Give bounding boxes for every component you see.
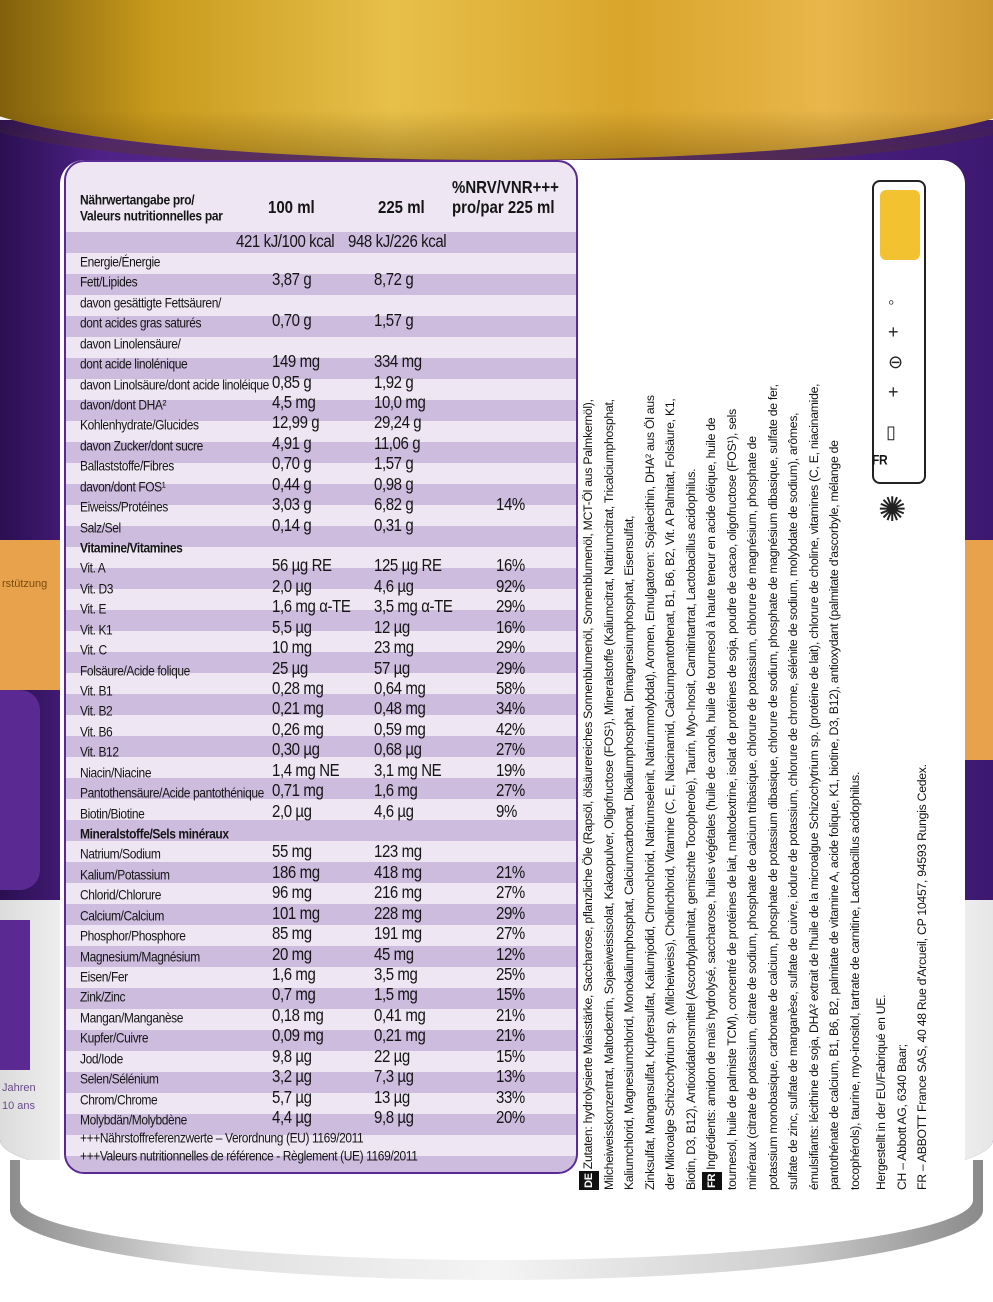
- energy-100: 421 kJ/100 kcal: [236, 232, 335, 252]
- nutrient-nrv: 29%: [496, 638, 525, 658]
- side-text-1: rstützung: [2, 578, 48, 590]
- ingredient-text: tocophérols), taurine, myo-inositol, tartrate de carnitine, Lactobacillus acidophilus.: [847, 771, 862, 1190]
- nutrient-value-225: 22 µg: [374, 1046, 410, 1067]
- nutrient-value-225: 1,57 g: [374, 311, 414, 331]
- nutrient-value-225: 57 µg: [374, 658, 410, 679]
- nutrient-value-225: 1,6 mg: [374, 781, 418, 801]
- language-tag: DE: [579, 1171, 599, 1190]
- recycle-label: FR: [872, 452, 888, 469]
- footnote-de: +++Nährstoffreferenzwerte – Verordnung (EU) 1169/2011: [80, 1130, 364, 1147]
- ingredient-text: Milcheiweisskonzentrat, Maltodextrin, Sojaeiweissisolat, Kakaopulver, Oligofructose (FOS¹), Mineralstoffe (Kaliumcitrat, Natriumcitrat, Tricalciumphosphat,: [601, 399, 616, 1190]
- ingredient-text: Ingrédients: amidon de maïs hydrolysé, saccharose, huiles végétales (huile de canola, huile de tournesol à haute teneur en acide oléique, huile de: [704, 417, 718, 1170]
- ingredient-text: Zinksulfat, Mangansulfat, Kupfersulfat, Kaliumjodid, Chromchlorid, Natriumselenit, Natriummolybdat), Aromen, Emulgatoren: Sojalecithin, DHA² aus Öl aus: [642, 395, 657, 1190]
- nutrient-nrv: 20%: [496, 1108, 525, 1128]
- ingredient-text: tournesol, huile de palmiste TCM), concentré de protéines de lait, maltodextrine, isolat de protéines de soja, poudre de cacao, oligofructose (FOS¹), sels: [724, 409, 739, 1190]
- nutrient-label: Vit. C: [80, 642, 107, 659]
- nutrient-label: Eiweiss/Protéines: [80, 499, 168, 516]
- nutrient-value-225: 0,98 g: [374, 474, 414, 495]
- nutrient-label: Jod/Iode: [80, 1050, 123, 1067]
- nutrient-value-225: 45 mg: [374, 944, 414, 965]
- nutrient-label: Chrom/Chrome: [80, 1091, 158, 1108]
- nutrient-nrv: 29%: [496, 903, 525, 924]
- nutrient-label: Kohlenhydrate/Glucides: [80, 417, 199, 434]
- nutrient-label: Vit. A: [80, 560, 106, 577]
- cup-icon: ▯: [886, 422, 896, 442]
- nutrient-value-100: 0,28 mg: [272, 679, 324, 699]
- nutrient-value-100: 0,26 mg: [272, 719, 324, 740]
- ingredients-fr-line: [824, 440, 844, 1190]
- nutrient-nrv: 13%: [496, 1067, 525, 1087]
- nutrient-label: Vit. B1: [80, 683, 113, 700]
- orange-band-left: [0, 540, 60, 690]
- ingredients-de-line: [599, 399, 619, 1190]
- column-225ml: 225 ml: [378, 198, 425, 218]
- ingredient-text: sulfate de zinc, sulfate de manganèse, sulfate de cuivre, iodure de potassium, chlorure de chrome, sélénite de sodium, molybdate de sodium), arômes,: [786, 412, 800, 1190]
- nutrient-value-100: 101 mg: [272, 903, 320, 924]
- nutrient-value-100: 0,71 mg: [272, 781, 324, 801]
- nutrient-label: Vit. B2: [80, 703, 113, 720]
- nutrient-label: Molybdän/Molybdène: [80, 1112, 187, 1129]
- nutrient-value-225: 10,0 mg: [374, 393, 426, 413]
- nutrient-value-225: 1,5 mg: [374, 985, 418, 1005]
- nutrient-value-100: 12,99 g: [272, 413, 320, 433]
- nutrient-label: davon/dont DHA²: [80, 397, 167, 414]
- address-fr: [912, 764, 932, 1190]
- nutrient-value-100: 3,87 g: [272, 270, 312, 290]
- nutrient-value-100: 149 mg: [272, 352, 320, 372]
- nutrient-nrv: 29%: [496, 658, 525, 679]
- ingredients-fr-line: [722, 409, 742, 1190]
- nutrient-nrv: 27%: [496, 924, 525, 944]
- nutrient-value-100: 0,09 mg: [272, 1026, 324, 1046]
- ingredient-text: Biotin, D3, B12), Antioxidationsmittel (Ascorbylpalmitat, gemischte Tocopherole), Taurin, Myo-Inosit, Carnitintartrat, Lactobacillus acidophilus.: [683, 468, 698, 1190]
- nutrient-value-225: 8,72 g: [374, 270, 414, 290]
- nutrient-value-100: 85 mg: [272, 924, 312, 944]
- nutrient-value-225: 125 µg RE: [374, 556, 442, 576]
- nutrient-label: Kupfer/Cuivre: [80, 1030, 149, 1047]
- nutrient-value-225: 0,41 mg: [374, 1005, 426, 1026]
- nutrient-label: davon gesättigte Fettsäuren/: [80, 294, 221, 311]
- nutrient-nrv: 15%: [496, 1046, 525, 1067]
- language-tag: FR: [702, 1172, 722, 1190]
- nutrition-header-de: Nährwertangabe pro/: [80, 192, 195, 209]
- nutrient-value-225: 0,21 mg: [374, 1026, 426, 1046]
- nutrient-value-225: 11,06 g: [374, 433, 421, 454]
- nutrient-value-100: 5,7 µg: [272, 1087, 312, 1108]
- nutrient-value-225: 7,3 µg: [374, 1067, 414, 1087]
- ingredients-fr-line: [701, 418, 722, 1190]
- nutrient-label: dont acides gras saturés: [80, 315, 202, 332]
- ingredients-fr-line: [783, 413, 803, 1190]
- ingredients-de-line: [619, 516, 639, 1190]
- made-in-eu: [871, 995, 891, 1190]
- nutrient-label: Fett/Lipides: [80, 274, 138, 291]
- nutrient-value-225: 1,57 g: [374, 454, 414, 474]
- nutrient-label: davon Linolensäure/: [80, 335, 181, 352]
- nutrient-value-225: 0,64 mg: [374, 679, 426, 699]
- ingredients-fr-line: [742, 436, 762, 1190]
- side-text-3: 10 ans: [2, 1100, 36, 1112]
- nutrient-label: Pantothensäure/Acide pantothénique: [80, 785, 264, 802]
- nutrient-value-225: 23 mg: [374, 638, 414, 658]
- nutrient-nrv: 42%: [496, 719, 525, 740]
- nutrient-nrv: 15%: [496, 985, 525, 1005]
- nutrient-nrv: 21%: [496, 862, 525, 883]
- nutrient-value-100: 96 mg: [272, 883, 312, 903]
- ingredient-text: potassium monobasique, carbonate de calcium, phosphate de potassium dibasique, chlorure de sodium, phosphate de magnésium dibasique, sulfate de fer,: [765, 384, 780, 1190]
- nutrient-label: Ballaststoffe/Fibres: [80, 458, 174, 475]
- nutrient-value-225: 0,48 mg: [374, 699, 426, 719]
- nutrient-value-100: 186 mg: [272, 862, 320, 883]
- ingredients-fr-line: [845, 772, 865, 1190]
- nutrient-nrv: 16%: [496, 556, 525, 576]
- ingredient-text: FR – ABBOTT France SAS, 40 48 Rue d'Arcueil, CP 10457, 94593 Rungis Cedex.: [915, 764, 929, 1190]
- nutrient-value-100: 2,0 µg: [272, 576, 312, 597]
- nutrient-label: Vitamine/Vitamines: [80, 540, 183, 557]
- nutrient-value-100: 0,21 mg: [272, 699, 324, 719]
- nutrient-value-100: 25 µg: [272, 658, 308, 679]
- nutrient-value-225: 9,8 µg: [374, 1108, 414, 1128]
- ingredients-de-line: [681, 469, 701, 1190]
- ingredient-text: émulsifiants: lécithine de soja, DHA² extrait de l'huile de la microalgue Schizochytrium sp. (protéine de lait), chlorure de choline, vitamines (C, E, niacinamide,: [806, 383, 821, 1190]
- nutrient-value-225: 418 mg: [374, 862, 422, 883]
- nutrient-label: Selen/Sélénium: [80, 1071, 159, 1088]
- ingredients-block: [578, 180, 929, 1190]
- nutrient-nrv: 21%: [496, 1026, 525, 1046]
- ingredients-de-line: [640, 395, 660, 1190]
- nutrient-label: Vit. K1: [80, 621, 113, 638]
- ingredient-text: Kaliumchlorid, Magnesiumchlorid, Monokaliumphosphat, Calciumcarbonat, Dikaliumphosphat, Dimagnesiumphosphat, Eisensulfat,: [622, 515, 636, 1190]
- nutrient-value-100: 1,4 mg NE: [272, 760, 340, 781]
- nutrient-nrv: 9%: [496, 801, 517, 822]
- nutrient-value-225: 13 µg: [374, 1087, 410, 1108]
- nutrient-value-225: 216 mg: [374, 883, 422, 903]
- nutrient-nrv: 27%: [496, 740, 525, 760]
- nutrient-label: Vit. B12: [80, 744, 119, 761]
- energy-225: 948 kJ/226 kcal: [348, 232, 447, 252]
- nutrient-label: Eisen/Fer: [80, 969, 128, 986]
- nutrient-value-100: 0,85 g: [272, 372, 312, 393]
- nutrient-value-100: 3,03 g: [272, 495, 312, 515]
- nutrient-label: Mangan/Manganèse: [80, 1009, 184, 1026]
- nutrient-label: Energie/Énergie: [80, 254, 161, 271]
- nutrient-nrv: 27%: [496, 781, 525, 801]
- nutrient-value-100: 0,30 µg: [272, 740, 320, 760]
- nutrient-value-225: 123 mg: [374, 842, 422, 862]
- column-nrv-2: pro/par 225 ml: [452, 198, 555, 218]
- nutrient-label: Vit. B6: [80, 723, 113, 740]
- nutrient-label: Vit. E: [80, 601, 107, 618]
- nutrient-value-225: 3,5 mg: [374, 965, 418, 985]
- nutrient-nrv: 19%: [496, 760, 525, 781]
- nutrition-header-fr: Valeurs nutritionnelles par: [80, 208, 223, 225]
- nutrient-value-100: 5,5 µg: [272, 617, 312, 638]
- nutrient-label: Kalium/Potassium: [80, 866, 170, 883]
- nutrient-label: dont acide linolénique: [80, 356, 188, 373]
- nutrient-value-225: 29,24 g: [374, 413, 422, 433]
- nutrient-label: davon Zucker/dont sucre: [80, 437, 203, 454]
- nutrient-nrv: 34%: [496, 699, 525, 719]
- footnote-fr: +++Valeurs nutritionnelles de référence - Règlement (UE) 1169/2011: [80, 1148, 418, 1165]
- nutrient-label: Calcium/Calcium: [80, 907, 165, 924]
- nutrient-value-100: 0,70 g: [272, 454, 312, 474]
- scoop-icon: ⊖: [888, 352, 904, 372]
- nutrient-nrv: 58%: [496, 679, 525, 699]
- nutrient-label: Mineralstoffe/Sels minéraux: [80, 826, 229, 843]
- nutrient-label: Chlorid/Chlorure: [80, 887, 161, 904]
- nutrient-label: davon Linolsäure/dont acide linoléique: [80, 376, 269, 393]
- ingredients-fr-line: [763, 384, 783, 1190]
- nutrient-value-100: 4,4 µg: [272, 1108, 312, 1128]
- ingredient-text: Hergestellt in der EU/Fabriqué en UE.: [874, 994, 888, 1190]
- column-nrv-1: %NRV/VNR+++: [452, 178, 559, 198]
- nutrient-value-100: 0,14 g: [272, 515, 312, 536]
- nutrient-value-100: 0,70 g: [272, 311, 312, 331]
- nutrient-nrv: 33%: [496, 1087, 525, 1108]
- nutrient-value-225: 228 mg: [374, 903, 422, 924]
- nutrient-value-100: 1,6 mg: [272, 965, 316, 985]
- ingredient-text: Zutaten: hydrolysierte Maisstärke, Saccharose, pflanzliche Öle (Rapsöl, ölsäurereiches Sonnenblumenöl, Sonnenblumenöl, MCT-Öl aus Palmkernöl),: [581, 399, 595, 1170]
- nutrient-nrv: 21%: [496, 1005, 525, 1026]
- nutrient-value-225: 334 mg: [374, 352, 422, 372]
- nutrient-label: Vit. D3: [80, 580, 113, 597]
- nutrient-nrv: 25%: [496, 965, 525, 985]
- nutrient-label: Salz/Sel: [80, 519, 121, 536]
- nutrient-value-100: 55 mg: [272, 842, 312, 862]
- plus-icon-2: +: [888, 382, 899, 402]
- nutrient-label: Folsäure/Acide folique: [80, 662, 190, 679]
- ingredients-fr-line: [804, 384, 824, 1190]
- nutrient-value-225: 4,6 µg: [374, 576, 414, 597]
- nutrient-label: Biotin/Biotine: [80, 805, 145, 822]
- nutrient-value-100: 4,5 mg: [272, 393, 316, 413]
- nutrient-label: Natrium/Sodium: [80, 846, 161, 863]
- ingredient-text: pantothénate de calcium, B1, B6, B2, palmitate de vitamine A, acide folique, K1, biotine, D3, B12), antioxydant (palmitate d'ascorbyle, mélange de: [827, 440, 841, 1190]
- nutrient-value-100: 0,18 mg: [272, 1005, 324, 1026]
- nutrient-value-100: 56 µg RE: [272, 556, 332, 576]
- ingredients-de-line: [660, 399, 680, 1191]
- nutrient-value-225: 0,59 mg: [374, 719, 426, 740]
- nutrient-value-225: 0,68 µg: [374, 740, 422, 760]
- nutrient-value-225: 3,5 mg α-TE: [374, 597, 453, 617]
- ingredient-text: der Mikroalge Schizochytrium sp. (Milcheiweiss), Cholinchlorid, Vitamine (C, E, Niacinamid, Calciumpantothenat, B1, B6, B2, Vit. A Palmitat, Folsäure, K1,: [663, 398, 677, 1190]
- column-100ml: 100 ml: [268, 198, 315, 218]
- nutrient-value-225: 3,1 mg NE: [374, 760, 442, 781]
- nutrient-nrv: 16%: [496, 617, 525, 638]
- nutrient-nrv: 14%: [496, 495, 525, 515]
- nutrient-label: Zink/Zinc: [80, 989, 126, 1006]
- nutrient-label: Magnesium/Magnésium: [80, 948, 200, 965]
- nutrient-value-100: 2,0 µg: [272, 801, 312, 822]
- spoon-icon: ◦: [888, 292, 895, 312]
- nutrient-nrv: 92%: [496, 576, 525, 597]
- nutrient-value-100: 10 mg: [272, 638, 312, 658]
- side-text-2: Jahren: [2, 1082, 36, 1094]
- nutrient-nrv: 29%: [496, 597, 525, 617]
- brand-graphic-left-lower: [0, 920, 30, 1070]
- table-stripe: [66, 274, 576, 295]
- nutrient-value-100: 1,6 mg α-TE: [272, 597, 351, 617]
- nutrient-value-225: 6,82 g: [374, 495, 414, 515]
- triman-icon: ✺: [878, 491, 907, 529]
- ingredient-text: CH – Abbott AG, 6340 Baar;: [894, 1044, 909, 1190]
- nutrient-value-225: 4,6 µg: [374, 801, 414, 822]
- plus-icon: +: [888, 322, 899, 342]
- recycle-bin-icon: [880, 190, 920, 260]
- nutrient-value-225: 12 µg: [374, 617, 410, 638]
- nutrient-nrv: 27%: [496, 883, 525, 903]
- nutrient-value-225: 191 mg: [374, 924, 422, 944]
- nutrient-value-225: 1,92 g: [374, 372, 414, 393]
- nutrient-label: Phosphor/Phosphore: [80, 928, 186, 945]
- nutrient-label: Niacin/Niacine: [80, 764, 152, 781]
- nutrient-value-100: 9,8 µg: [272, 1046, 312, 1067]
- nutrient-value-100: 4,91 g: [272, 433, 312, 454]
- nutrient-label: davon/dont FOS¹: [80, 478, 166, 495]
- nutrient-nrv: 12%: [496, 944, 525, 965]
- ingredient-text: minéraux (citrate de potassium, citrate de sodium, phosphate de calcium tribasique, chlorure de potassium, chlorure de magnésium, phosphate de: [745, 436, 759, 1190]
- ingredients-de-line: [578, 399, 599, 1190]
- nutrient-value-100: 3,2 µg: [272, 1067, 312, 1087]
- address-ch: [892, 1044, 912, 1190]
- nutrient-value-225: 0,31 g: [374, 515, 414, 536]
- nutrient-value-100: 20 mg: [272, 944, 312, 965]
- brand-graphic-left: [0, 690, 40, 890]
- nutrient-value-100: 0,7 mg: [272, 985, 316, 1005]
- nutrient-value-100: 0,44 g: [272, 474, 312, 495]
